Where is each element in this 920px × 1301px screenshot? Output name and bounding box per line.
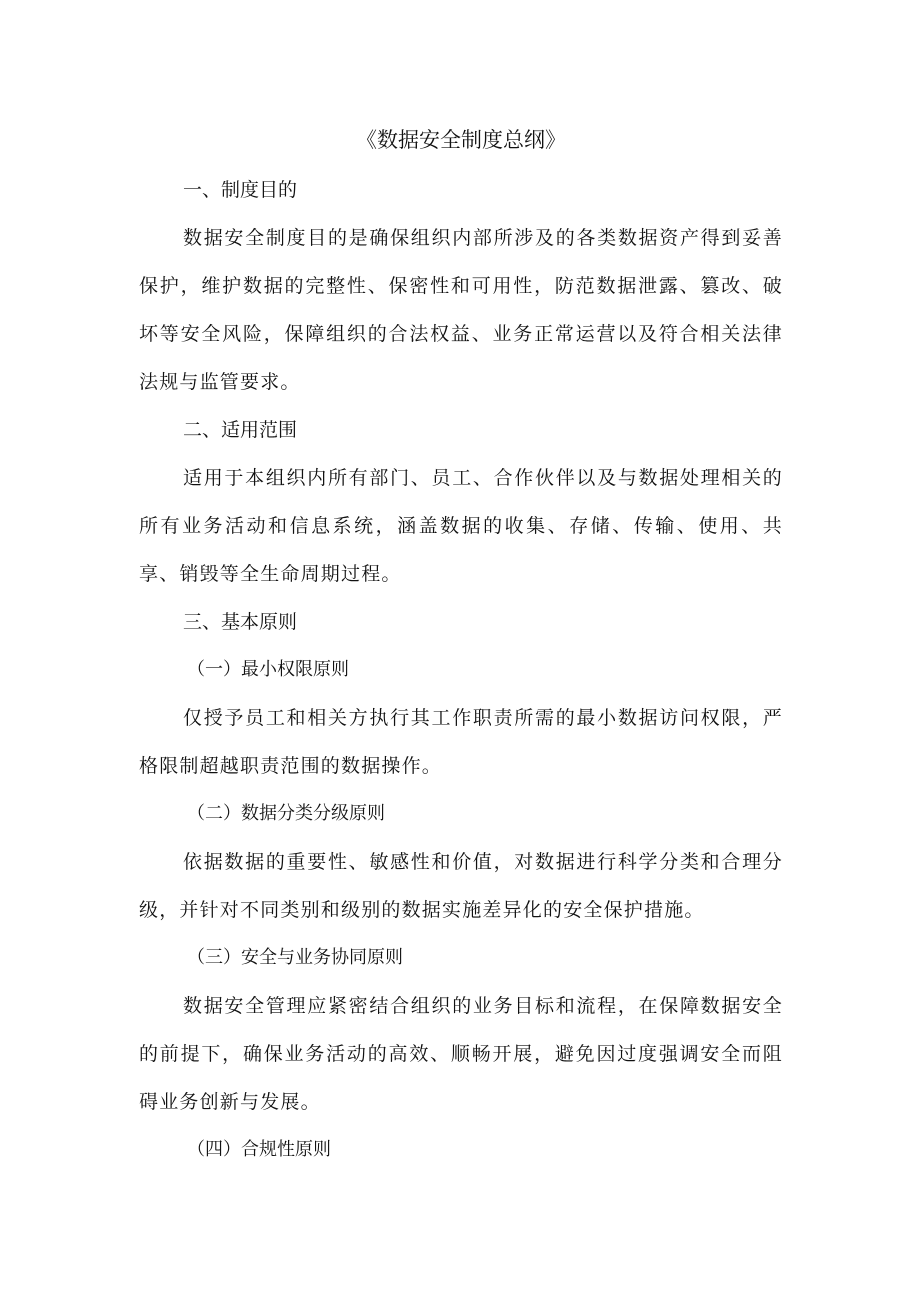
section-heading-purpose: 一、制度目的 [183, 179, 298, 201]
document-title: 《数据安全制度总纲》 [356, 128, 566, 152]
principle-paragraph-least-privilege: 仅授予员工和相关方执行其工作职责所需的最小数据访问权限，严格限制超越职责范围的数据操作。 [139, 707, 783, 777]
principle-heading-least-privilege: （一）最小权限原则 [187, 659, 349, 680]
section-paragraph-scope: 适用于本组织内所有部门、员工、合作伙伴以及与数据处理相关的所有业务活动和信息系统，涵盖数据的收集、存储、传输、使用、共享、销毁等全生命周期过程。 [139, 467, 783, 585]
section-paragraph-purpose: 数据安全制度目的是确保组织内部所涉及的各类数据资产得到妥善保护，维护数据的完整性、保密性和可用性，防范数据泄露、篡改、破坏等安全风险，保障组织的合法权益、业务正常运营以及符合相关法律法规与监管要求。 [139, 227, 783, 393]
document-body [139, 118, 783, 1174]
principle-heading-classification: （二）数据分类分级原则 [187, 803, 385, 824]
section-heading-principles: 三、基本原则 [183, 611, 298, 633]
principle-paragraph-business-synergy: 数据安全管理应紧密结合组织的业务目标和流程，在保障数据安全的前提下，确保业务活动的高效、顺畅开展，避免因过度强调安全而阻碍业务创新与发展。 [139, 995, 783, 1113]
principle-paragraph-classification: 依据数据的重要性、敏感性和价值，对数据进行科学分类和合理分级，并针对不同类别和级别的数据实施差异化的安全保护措施。 [139, 851, 783, 921]
section-heading-scope: 二、适用范围 [183, 419, 298, 441]
principle-heading-business-synergy: （三）安全与业务协同原则 [187, 947, 403, 968]
principle-heading-compliance: （四）合规性原则 [187, 1139, 331, 1160]
